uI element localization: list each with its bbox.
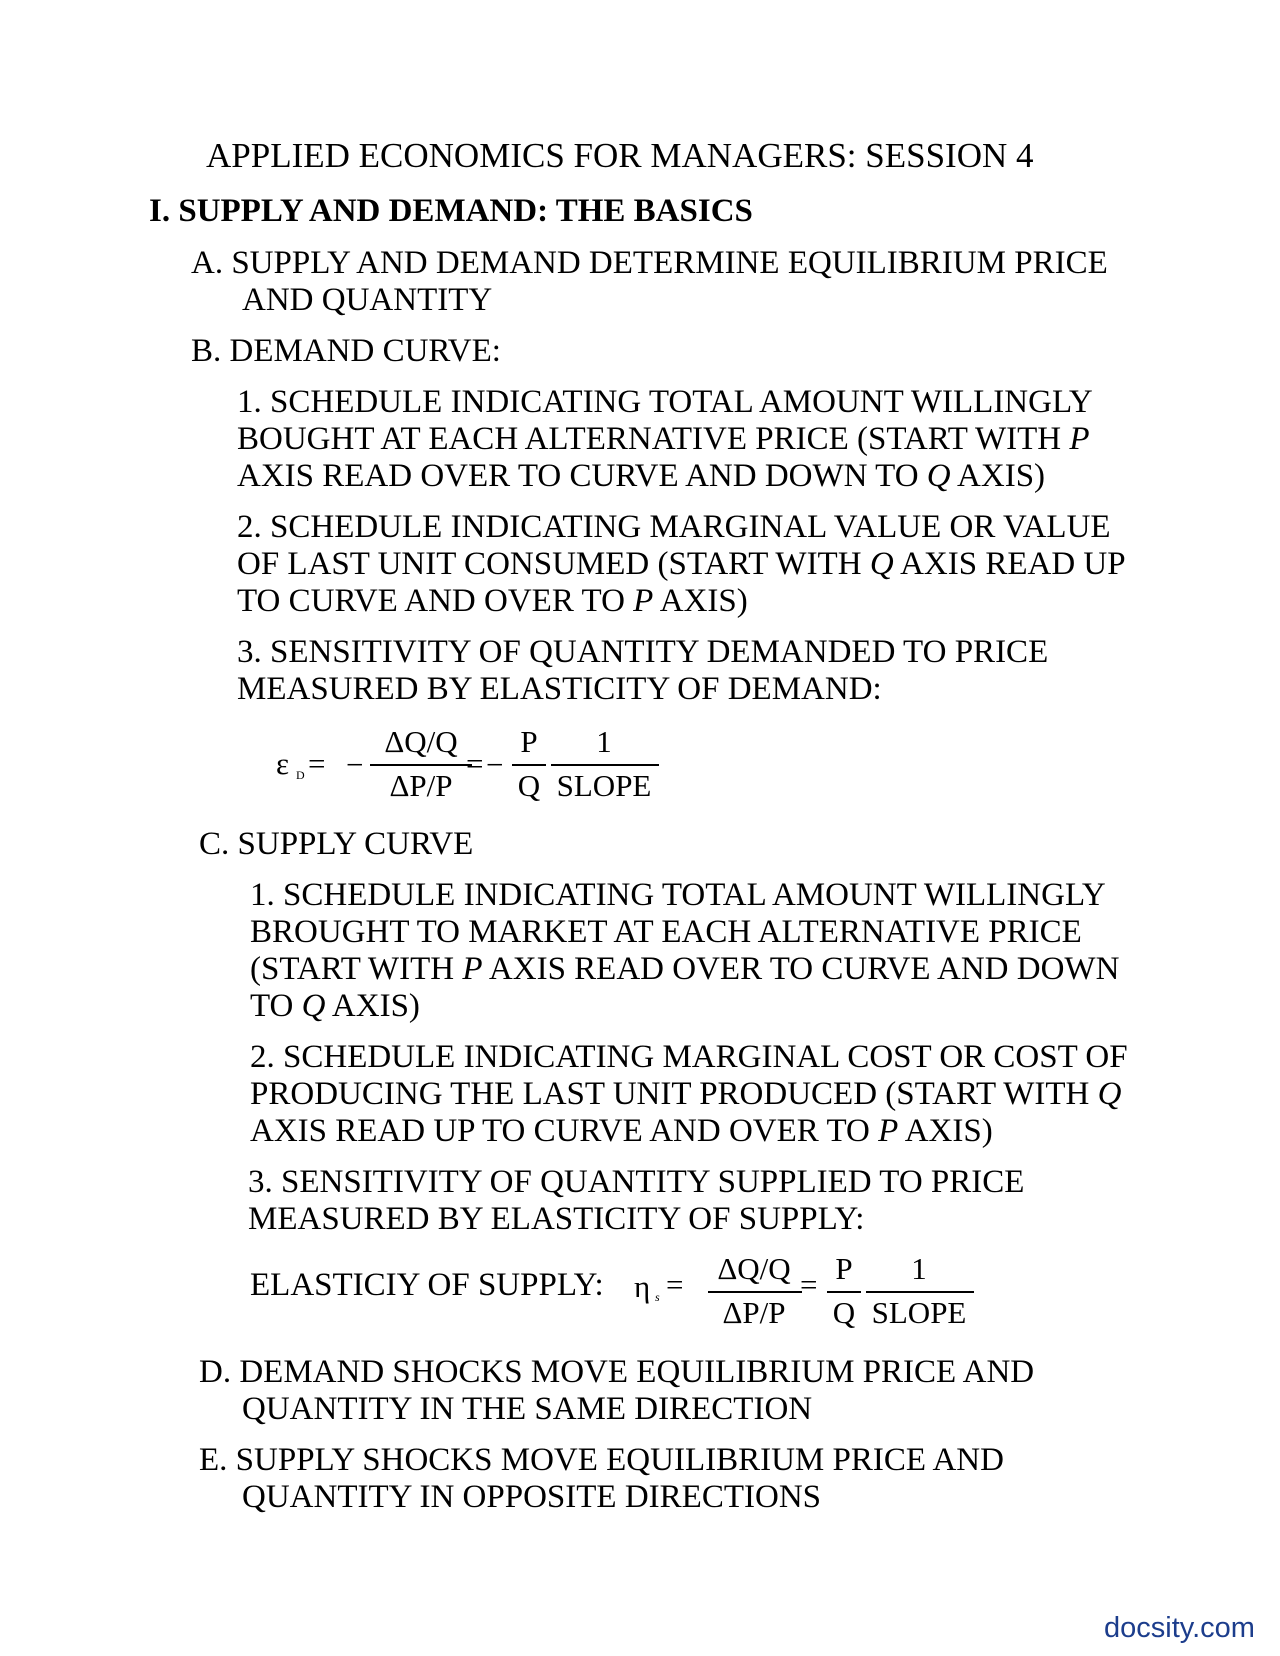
item-B2-line1: 2. SCHEDULE INDICATING MARGINAL VALUE OR VALUE: [237, 509, 1111, 545]
fraction-bar: [708, 1291, 802, 1293]
fraction-denominator: ΔP/P: [389, 768, 453, 803]
fraction-numerator: ΔQ/Q: [384, 724, 458, 759]
formula-equals: =: [308, 746, 326, 781]
fraction-denominator: ΔP/P: [722, 1295, 786, 1330]
eta-symbol: η: [634, 1269, 651, 1304]
docsity-watermark-link[interactable]: docsity.com: [1104, 1612, 1255, 1644]
fraction-bar: [827, 1291, 861, 1293]
demand-subscript: D: [296, 768, 305, 782]
item-C1-line3: (START WITH P AXIS READ OVER TO CURVE AND DOWN: [250, 951, 1120, 987]
fraction-bar: [551, 764, 659, 766]
item-B1-line3: AXIS READ OVER TO CURVE AND DOWN TO Q AXIS): [237, 458, 1046, 494]
formula-equals: =: [800, 1267, 818, 1302]
fraction-numerator: 1: [596, 724, 612, 759]
item-C3-line2: MEASURED BY ELASTICITY OF SUPPLY:: [248, 1201, 865, 1237]
fraction-denominator: SLOPE: [871, 1295, 967, 1330]
item-C-heading: C. SUPPLY CURVE: [199, 826, 474, 862]
section-heading-I: I. SUPPLY AND DEMAND: THE BASICS: [149, 193, 753, 229]
item-A-line2: AND QUANTITY: [242, 282, 493, 318]
item-B2-line2: OF LAST UNIT CONSUMED (START WITH Q AXIS READ UP: [237, 546, 1126, 582]
fraction-bar: [370, 764, 472, 766]
supply-elasticity-label: ELASTICIY OF SUPPLY:: [250, 1267, 604, 1303]
formula-equals: =: [466, 746, 484, 781]
item-B3-line2: MEASURED BY ELASTICITY OF DEMAND:: [237, 671, 882, 707]
fraction-denominator: Q: [517, 768, 541, 803]
item-A-line1: A. SUPPLY AND DEMAND DETERMINE EQUILIBRIUM PRICE: [191, 245, 1108, 281]
fraction-denominator: SLOPE: [556, 768, 652, 803]
page-title: APPLIED ECONOMICS FOR MANAGERS: SESSION 4: [206, 136, 1034, 175]
formula-minus: −: [486, 747, 504, 782]
item-C2-line2: PRODUCING THE LAST UNIT PRODUCED (START WITH Q: [250, 1076, 1122, 1112]
item-C3-line1: 3. SENSITIVITY OF QUANTITY SUPPLIED TO PRICE: [248, 1164, 1025, 1200]
fraction-bar: [866, 1291, 974, 1293]
fraction-numerator: P: [520, 724, 538, 759]
supply-subscript: s: [655, 1290, 660, 1304]
fraction-numerator: P: [835, 1251, 853, 1286]
fraction-denominator: Q: [832, 1295, 856, 1330]
fraction-numerator: 1: [911, 1251, 927, 1286]
epsilon-symbol: ε: [276, 746, 290, 781]
item-D-line2: QUANTITY IN THE SAME DIRECTION: [242, 1391, 813, 1427]
item-C2-line3: AXIS READ UP TO CURVE AND OVER TO P AXIS): [250, 1113, 993, 1149]
item-B3-line1: 3. SENSITIVITY OF QUANTITY DEMANDED TO PRICE: [237, 634, 1049, 670]
item-C2-line1: 2. SCHEDULE INDICATING MARGINAL COST OR COST OF: [250, 1039, 1128, 1075]
fraction-bar: [512, 764, 546, 766]
item-E-line1: E. SUPPLY SHOCKS MOVE EQUILIBRIUM PRICE AND: [199, 1442, 1004, 1478]
item-B-heading: B. DEMAND CURVE:: [191, 333, 501, 369]
item-C1-line4: TO Q AXIS): [250, 988, 420, 1024]
item-B1-line2: BOUGHT AT EACH ALTERNATIVE PRICE (START WITH P: [237, 421, 1090, 457]
item-E-line2: QUANTITY IN OPPOSITE DIRECTIONS: [242, 1479, 821, 1515]
item-D-line1: D. DEMAND SHOCKS MOVE EQUILIBRIUM PRICE AND: [199, 1354, 1035, 1390]
item-C1-line1: 1. SCHEDULE INDICATING TOTAL AMOUNT WILLINGLY: [250, 877, 1106, 913]
item-B1-line1: 1. SCHEDULE INDICATING TOTAL AMOUNT WILLINGLY: [237, 384, 1093, 420]
formula-equals: =: [666, 1267, 684, 1302]
formula-minus: −: [346, 747, 364, 782]
fraction-numerator: ΔQ/Q: [717, 1251, 791, 1286]
item-C1-line2: BROUGHT TO MARKET AT EACH ALTERNATIVE PRICE: [250, 914, 1082, 950]
item-B2-line3: TO CURVE AND OVER TO P AXIS): [237, 583, 748, 619]
